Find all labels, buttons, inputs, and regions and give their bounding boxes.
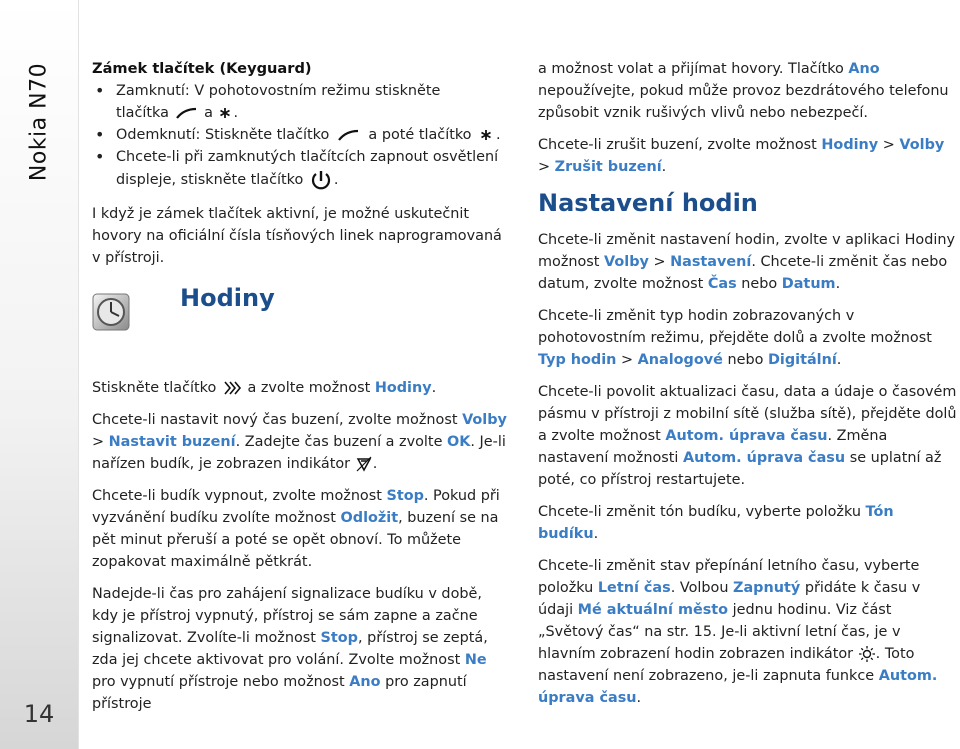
keyword: Hodiny [821, 137, 879, 153]
keyword: Tón budíku [538, 504, 894, 542]
keyword: Ano [848, 61, 880, 77]
page-number: 14 [23, 700, 55, 728]
r3-text-c: . Chcete-li změnit čas nebo datum, zvolte možnost [538, 254, 948, 292]
r5-text: Chcete-li povolit aktualizaci času, data a údaje o časovém pásmu v přístroji z mobilní sítě (služba sítě), přejděte dolů a zvolte možnost [538, 384, 957, 444]
p1-text-b: a zvolte možnost [247, 380, 371, 396]
r7-text-c: přidáte k času v údaji [538, 580, 921, 618]
keyguard-list [92, 80, 512, 192]
clock-app-icon [92, 293, 132, 333]
r4-text-d: . [836, 352, 842, 368]
bullet3-text: Chcete-li při zamknutých tlačítcích zapnout osvětlení displeje, stiskněte tlačítko [116, 149, 499, 188]
keyword: Zrušit buzení [554, 159, 662, 175]
star-key-icon [217, 106, 233, 120]
p4-text-b: , přístroj se zeptá, zda jej chcete aktivovat pro volání. Zvolte možnost [92, 630, 488, 668]
call-key-icon [334, 128, 364, 142]
keyword: Ano [349, 674, 381, 690]
model-label: Nokia N70 [26, 62, 52, 182]
clock-settings-heading: Nastavení hodin [538, 189, 758, 217]
paragraph [92, 409, 512, 475]
keyword: Datum [781, 276, 836, 292]
p2-text-c: . Zadejte čas buzení a zvolte [235, 434, 443, 450]
keyword: Odložit [340, 510, 399, 526]
r6-text: Chcete-li změnit tón budíku, vyberte položku [538, 504, 861, 520]
keyword: Ne [464, 652, 487, 668]
r2-text-c: > [538, 159, 551, 175]
keyword: Volby [604, 254, 649, 270]
r7-text-b: . Volbou [670, 580, 729, 596]
keyword: Hodiny [374, 380, 432, 396]
r7-text-f: . [636, 690, 642, 706]
p1-text: Stiskněte tlačítko [92, 380, 217, 396]
r7-text-e: . Toto nastavení není zobrazeno, je-li zapnuta funkce [538, 646, 915, 684]
keyword: Volby [899, 137, 945, 153]
p2-text-b: > [92, 434, 105, 450]
r5-text-b: . Změna nastavení možnosti [538, 428, 888, 466]
p4-text-c: pro vypnutí přístroje nebo možnost [92, 674, 345, 690]
keyword: Nastavit buzení [108, 434, 236, 450]
p3-text: Chcete-li budík vypnout, zvolte možnost [92, 488, 382, 504]
keyword: Volby [462, 412, 507, 428]
p2-text-e: . [372, 456, 378, 472]
r3-text-b: > [653, 254, 666, 270]
r4-text: Chcete-li změnit typ hodin zobrazovaných v pohotovostním režimu, přejděte dolů a zvolte možnost [538, 308, 932, 346]
bullet1-text-d: . [233, 105, 239, 121]
r4-text-b: > [621, 352, 634, 368]
r6-text-b: . [593, 526, 599, 542]
keyword: Digitální [767, 352, 837, 368]
keyword: Zapnutý [733, 580, 801, 596]
keyword: Analogové [637, 352, 723, 368]
paragraph [538, 501, 958, 545]
bullet2-text-b: a poté tlačítko [368, 127, 472, 143]
p3-text-c: , buzení se na pět minut přeruší a poté se opět obnoví. To můžete zopakovat maximálně pětkrát. [92, 510, 499, 570]
bullet3-text-b: . [333, 172, 339, 188]
paragraph [538, 134, 958, 178]
bullet2-text-c: . [496, 127, 501, 143]
bullet1-text-b: tlačítka [116, 105, 169, 121]
keyword: Autom. úprava času [682, 450, 846, 466]
r2-text-b: > [882, 137, 895, 153]
keyword: Nastavení [670, 254, 752, 270]
sun-indicator-icon [858, 645, 876, 663]
p4-text: Nadejde-li čas pro zahájení signalizace budíku v době, kdy je přístroj vypnutý, přístroj se sám zapne a začne signalizovat. Zvolíte-li možnost [92, 586, 482, 646]
p3-text-b: . Pokud při vyzvánění budíku zvolíte možnost [92, 488, 500, 526]
alarm-indicator-icon [355, 455, 373, 473]
r7-text-d: jednu hodinu. Viz část „Světový čas“ na str. 15. Je-li aktivní letní čas, je v hlavním zobrazení hodin zobrazen indikátor [538, 602, 901, 662]
bullet1-text-c: a [204, 105, 213, 121]
call-key-icon [174, 106, 200, 120]
clock-heading: Hodiny [180, 284, 275, 312]
p4-text-d: pro zapnutí přístroje [92, 674, 467, 712]
keyword: Stop [386, 488, 424, 504]
keyword: Autom. úprava času [538, 668, 938, 706]
star-key-icon [476, 128, 496, 142]
bullet2-text: Odemknutí: Stiskněte tlačítko [116, 127, 330, 143]
keyword: Čas [707, 276, 737, 292]
paragraph [538, 58, 958, 124]
r2-text-d: . [661, 159, 667, 175]
paragraph [538, 381, 958, 491]
r3-text: Chcete-li změnit nastavení hodin, zvolte v aplikaci Hodiny možnost [538, 232, 956, 270]
paragraph [92, 583, 512, 715]
power-key-icon [308, 168, 334, 192]
r1-text-b: nepoužívejte, pokud může provoz bezdrátového telefonu způsobit vznik rušivých vlivů nebo nebezpečí. [538, 83, 949, 121]
paragraph [538, 229, 958, 295]
keyword: OK [447, 434, 471, 450]
r2-text: Chcete-li zrušit buzení, zvolte možnost [538, 137, 817, 153]
bullet1-text: Zamknutí: V pohotovostním režimu stiskněte [116, 83, 441, 99]
sidebar [0, 0, 79, 749]
emergency-note: I když je zámek tlačítek aktivní, je možné uskutečnit hovory na oficiální čísla tísňových linek naprogramovaná v přístroji. [92, 206, 502, 266]
p2-text-d: . Je-li nařízen budík, je zobrazen indikátor [92, 434, 506, 472]
menu-key-icon [221, 378, 243, 398]
r7-text: Chcete-li změnit stav přepínání letního času, vyberte položku [538, 558, 920, 596]
keyword: Letní čas [597, 580, 671, 596]
keyword: Stop [320, 630, 358, 646]
r5-text-c: se uplatní až poté, co přístroj restartujete. [538, 450, 942, 488]
keyword: Typ hodin [538, 352, 617, 368]
r1-text: a možnost volat a přijímat hovory. Tlačítko [538, 61, 844, 77]
keyword: Mé aktuální město [577, 602, 729, 618]
p1-text-c: . [431, 380, 437, 396]
p2-text: Chcete-li nastavit nový čas buzení, zvolte možnost [92, 412, 458, 428]
right-column [538, 58, 958, 719]
list-item [92, 80, 512, 124]
paragraph [92, 377, 512, 399]
r3-text-d: nebo [741, 276, 778, 292]
r3-text-e: . [835, 276, 841, 292]
paragraph [92, 485, 512, 573]
paragraph [538, 305, 958, 371]
list-item [92, 146, 512, 192]
r4-text-c: nebo [727, 352, 764, 368]
list-item [92, 124, 512, 146]
keyword: Autom. úprava času [665, 428, 828, 444]
keyguard-title: Zámek tlačítek (Keyguard) [92, 60, 312, 77]
clock-section-header [92, 283, 512, 353]
left-column [92, 58, 512, 725]
paragraph [538, 555, 958, 709]
